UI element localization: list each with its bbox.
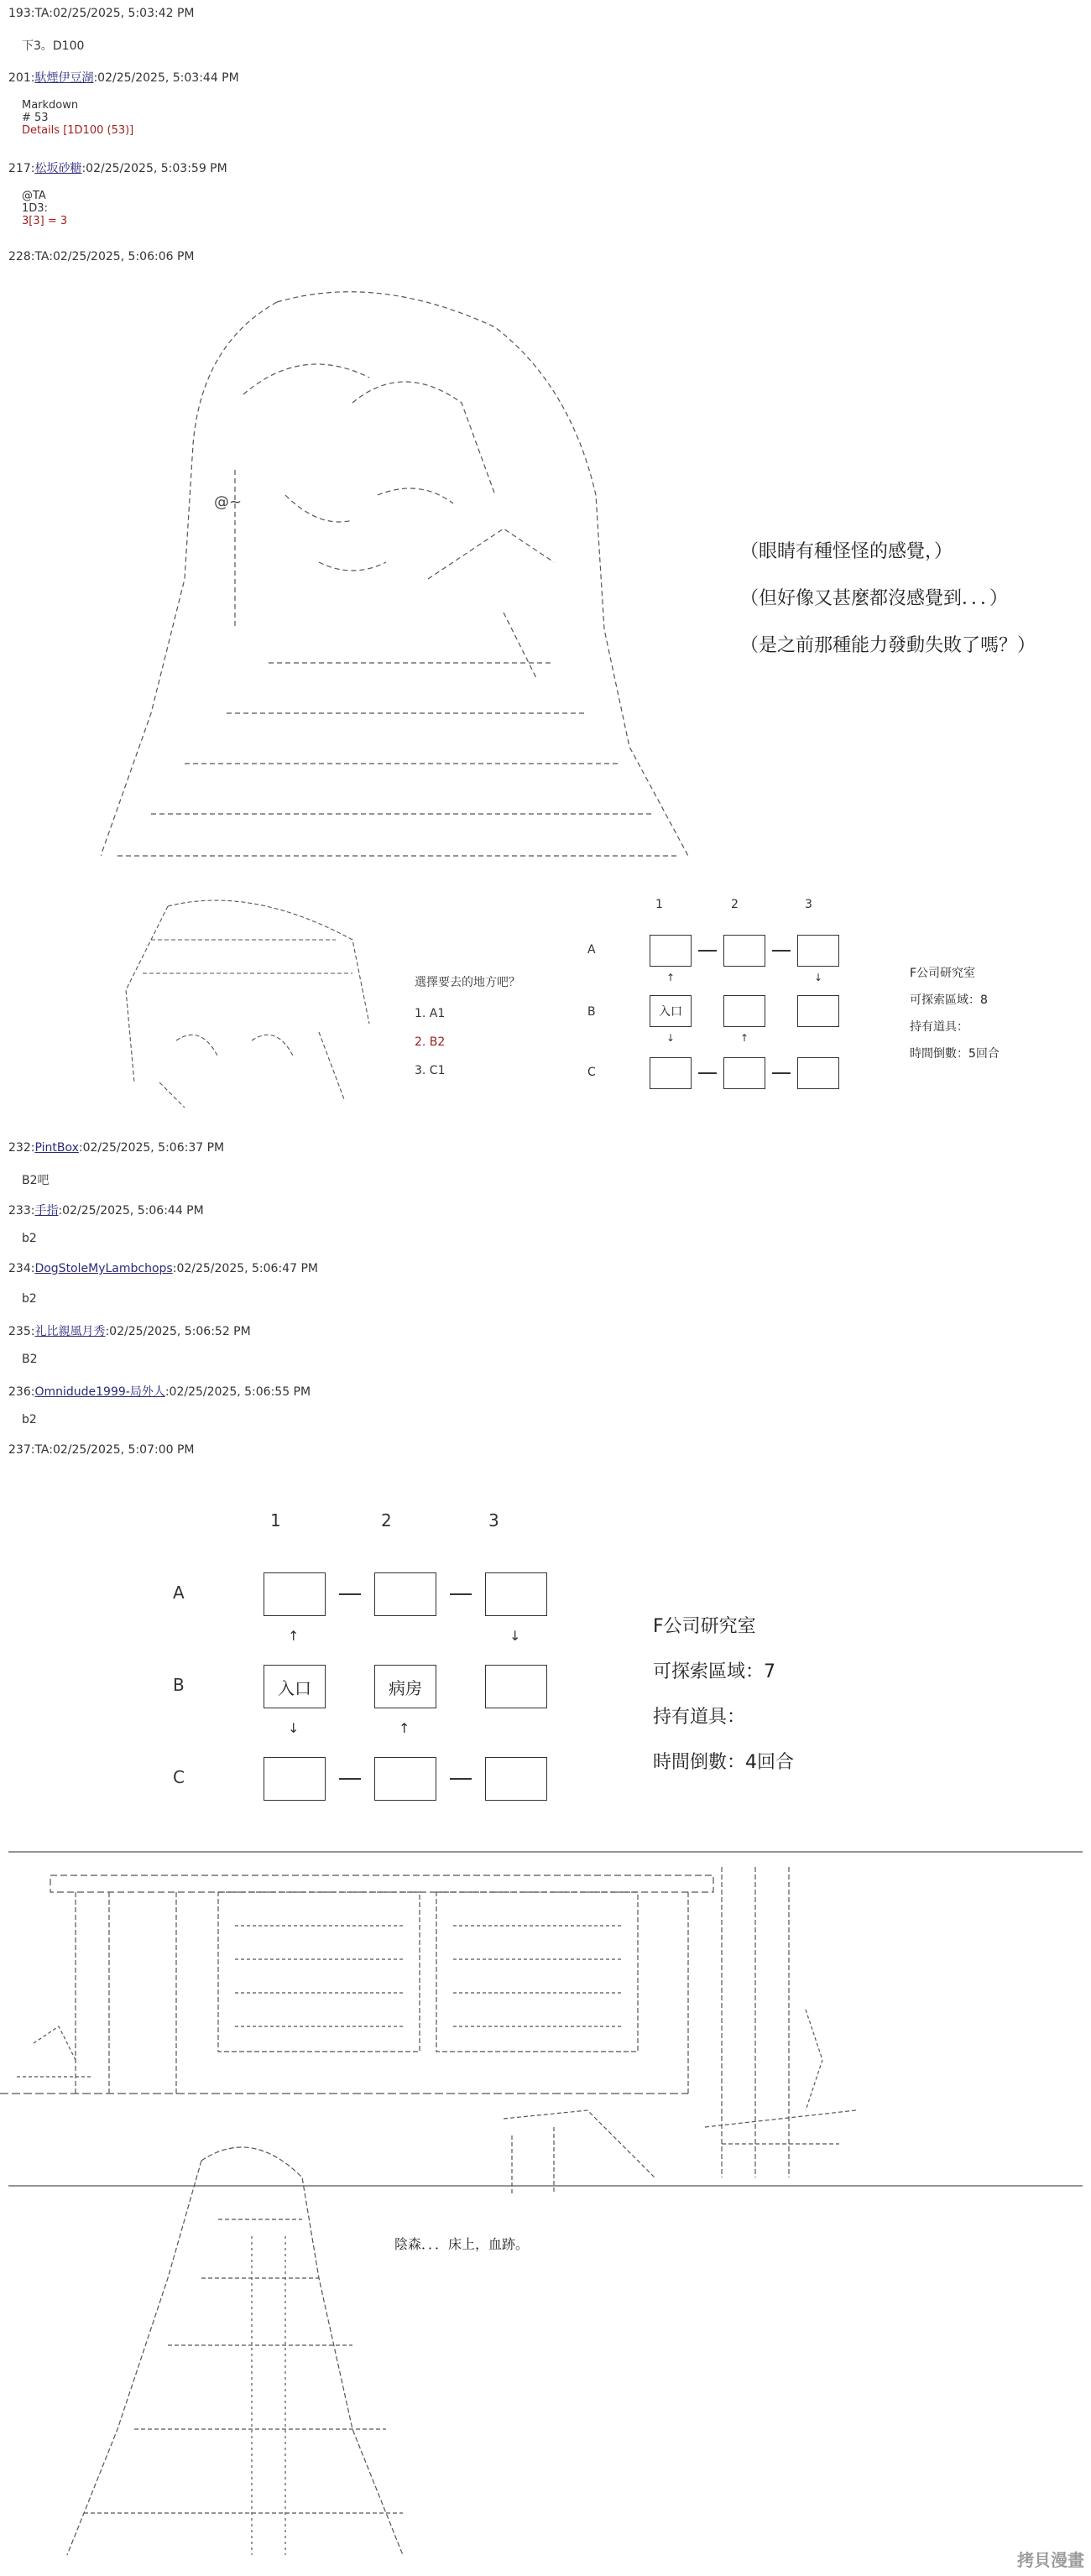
at-mark: @~	[214, 493, 243, 511]
arrow-up-icon: ↑	[288, 1628, 300, 1644]
map-cell-a2[interactable]	[374, 1572, 436, 1616]
connector-dash	[450, 1593, 472, 1595]
monologue-line-2: （但好像又甚麼都沒感覺到．．．）	[740, 588, 1009, 609]
dice-roll-details[interactable]: Details [1D100 (53)]	[22, 124, 134, 137]
map-items: 持有道具：	[653, 1707, 746, 1728]
arrow-up-icon: ↑	[399, 1720, 410, 1736]
arrow-up-icon: ↑	[740, 1032, 749, 1044]
col-label: 2	[381, 1510, 392, 1530]
connector-dash	[772, 1072, 791, 1074]
ascii-art-scene-drawing	[0, 1842, 1091, 2563]
ascii-art-face-drawing	[117, 889, 386, 1116]
col-label: 1	[270, 1510, 281, 1530]
post-header-217: 217:松坂砂糖:02/25/2025, 5:03:59 PM	[8, 162, 227, 175]
map-cell-b1[interactable]: 入口	[650, 995, 692, 1027]
row-label: C	[587, 1066, 596, 1079]
monologue-line-3: （是之前那種能力發動失敗了嗎？）	[740, 635, 1036, 656]
map-cell-b3[interactable]	[485, 1665, 547, 1708]
ascii-art-face	[117, 889, 386, 1116]
map-cell-c2[interactable]	[723, 1057, 765, 1089]
map-items: 持有道具：	[910, 1020, 968, 1034]
post-header-228: 228:TA:02/25/2025, 5:06:06 PM	[8, 250, 195, 263]
scene-caption: 陰森．．．床上，血跡。	[394, 2236, 530, 2252]
post-header-235: 235:礼比親風月秀:02/25/2025, 5:06:52 PM	[8, 1325, 251, 1338]
map-title: F公司研究室	[910, 967, 976, 980]
ascii-art-girl	[101, 277, 688, 864]
map-timer: 時間倒數：5回合	[910, 1047, 1000, 1061]
user-link[interactable]: Omnidude1999-局外人	[34, 1385, 165, 1399]
row-label: A	[587, 943, 596, 957]
map-cell-c1[interactable]	[264, 1757, 326, 1801]
connector-dash	[698, 1072, 717, 1074]
map-cell-c2[interactable]	[374, 1757, 436, 1801]
user-link[interactable]: 馱煙伊豆湖	[34, 71, 94, 85]
map-title: F公司研究室	[653, 1616, 756, 1637]
row-label: B	[173, 1675, 185, 1695]
arrow-up-icon: ↑	[666, 972, 676, 983]
choice-option-1[interactable]: 1. A1	[415, 1007, 446, 1020]
user-link[interactable]: 松坂砂糖	[34, 162, 82, 175]
map-cell-c3[interactable]	[485, 1757, 547, 1801]
row-label: B	[587, 1005, 596, 1019]
connector-dash	[339, 1593, 361, 1595]
map-cell-b3[interactable]	[797, 995, 839, 1027]
user-link[interactable]: 手指	[34, 1204, 59, 1218]
post-body-236: b2	[22, 1413, 37, 1426]
choice-option-2[interactable]: 2. B2	[415, 1035, 446, 1049]
map-grid-1	[579, 898, 873, 1099]
row-label: C	[173, 1767, 185, 1787]
map-areas: 可探索區域：8	[910, 993, 988, 1007]
post-body-193: 下3。D100	[22, 39, 85, 53]
post-body-234: b2	[22, 1292, 37, 1306]
map-info-2	[653, 1604, 794, 1786]
monologue-line-1: （眼睛有種怪怪的感覺，）	[740, 541, 953, 562]
ascii-art-girl-drawing	[101, 277, 688, 864]
user-link[interactable]: PintBox	[34, 1141, 79, 1155]
post-header-233: 233:手指:02/25/2025, 5:06:44 PM	[8, 1204, 204, 1218]
post-header-232: 232:PintBox:02/25/2025, 5:06:37 PM	[8, 1141, 225, 1155]
col-label: 3	[805, 898, 812, 911]
arrow-down-icon: ↓	[288, 1720, 300, 1736]
connector-dash	[698, 950, 717, 952]
col-label: 3	[488, 1510, 499, 1530]
map-cell-b2[interactable]: 病房	[374, 1665, 436, 1708]
post-body-217: @TA 1D3: 3[3] = 3	[22, 190, 68, 227]
choice-option-3[interactable]: 3. C1	[415, 1064, 446, 1077]
connector-dash	[772, 950, 791, 952]
post-header-193: 193:TA:02/25/2025, 5:03:42 PM	[8, 7, 195, 20]
arrow-down-icon: ↓	[509, 1628, 521, 1644]
post-body-201: Markdown # 53 Details [1D100 (53)]	[22, 99, 134, 137]
col-label: 2	[731, 898, 739, 911]
connector-dash	[450, 1778, 472, 1780]
arrow-down-icon: ↓	[814, 972, 823, 983]
user-link[interactable]: 礼比親風月秀	[34, 1325, 106, 1338]
map-cell-a2[interactable]	[723, 935, 765, 967]
map-info-1	[910, 960, 1000, 1067]
post-header-201: 201:馱煙伊豆湖:02/25/2025, 5:03:44 PM	[8, 71, 239, 85]
post-header-236: 236:Omnidude1999-局外人:02/25/2025, 5:06:55 PM	[8, 1385, 311, 1399]
map-timer: 時間倒數：4回合	[653, 1752, 794, 1773]
map-areas: 可探索區域：7	[653, 1661, 775, 1682]
map-cell-a1[interactable]	[650, 935, 692, 967]
post-header-234: 234:DogStoleMyLambchops:02/25/2025, 5:06:47 PM	[8, 1262, 318, 1275]
watermark: 拷貝漫畫	[1017, 2550, 1084, 2570]
map-cell-a1[interactable]	[264, 1572, 326, 1616]
arrow-down-icon: ↓	[666, 1032, 676, 1044]
post-body-232: B2吧	[22, 1174, 50, 1187]
map-cell-a3[interactable]	[485, 1572, 547, 1616]
map-cell-c1[interactable]	[650, 1057, 692, 1089]
post-body-235: B2	[22, 1353, 38, 1366]
ascii-art-scene	[0, 1842, 1091, 2563]
post-header-237: 237:TA:02/25/2025, 5:07:00 PM	[8, 1443, 195, 1457]
row-label: A	[173, 1583, 185, 1603]
map-cell-b1[interactable]: 入口	[264, 1665, 326, 1708]
map-cell-a3[interactable]	[797, 935, 839, 967]
dice-roll-result: 3[3] = 3	[22, 215, 68, 227]
map-cell-c3[interactable]	[797, 1057, 839, 1089]
connector-dash	[339, 1778, 361, 1780]
map-cell-b2[interactable]	[723, 995, 765, 1027]
map-grid-2	[168, 1510, 571, 1796]
user-link[interactable]: DogStoleMyLambchops	[34, 1262, 173, 1275]
col-label: 1	[655, 898, 663, 911]
post-body-233: b2	[22, 1232, 37, 1245]
choice-prompt: 選擇要去的地方吧？	[415, 976, 520, 989]
